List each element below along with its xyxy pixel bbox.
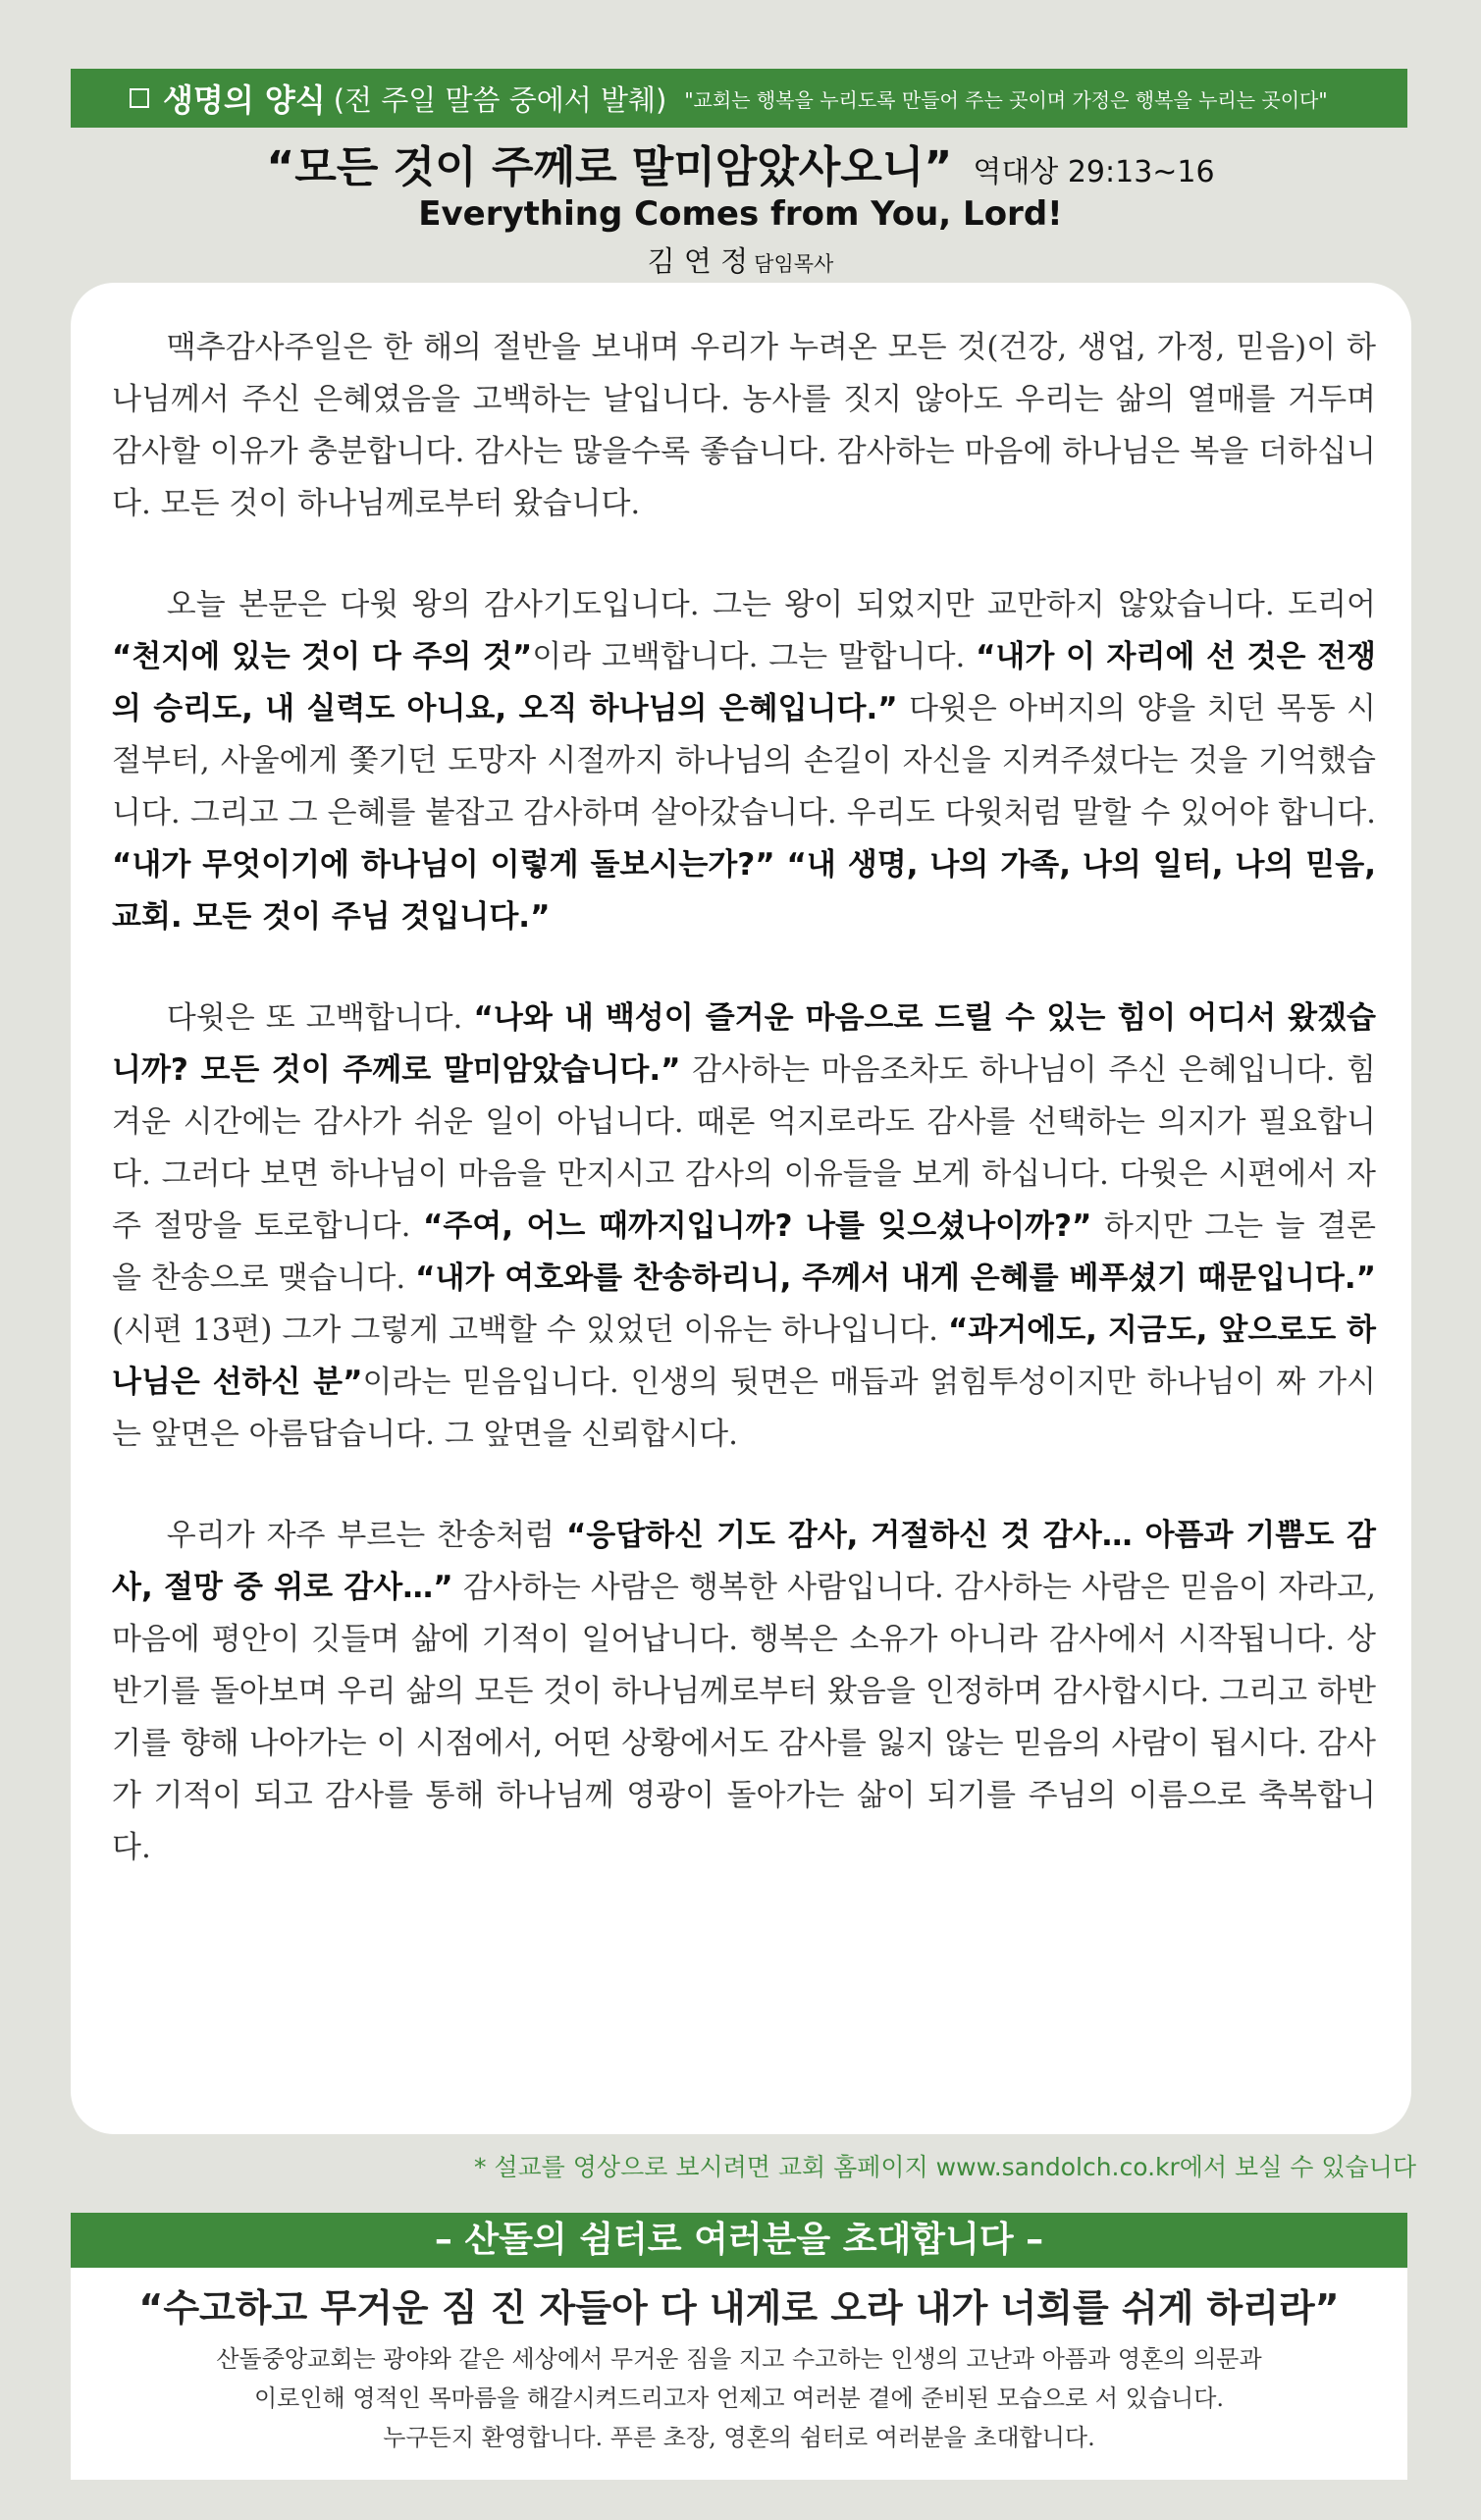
invite-lines [71, 2339, 1407, 2457]
checkbox-square-icon [130, 88, 149, 108]
text-span: 감사하는 마음조차도 하나님이 주신 은혜입니다. 힘겨운 시간에는 감사가 쉬운 일이 아닙니다. 때론 억지로라도 감사를 선택하는 의지가 필요합니다. 그러다 보면 하나님이 마음을 만지시고 감사의 이유들을 보게 하십니다. 다윗은 시편에서 자주 절망을 토로합니다. [112, 1052, 1377, 1244]
text-span: 오늘 본문은 다윗 왕의 감사기도입니다. 그는 왕이 되었지만 교만하지 않았습니다. 도리어 [166, 587, 1376, 622]
paragraph-1 [112, 322, 1376, 530]
quote-emphasis: “나와 내 백성이 즐거운 마음으로 드릴 수 있는 힘이 어디서 왔겠습니까? 모든 것이 주께로 말미암았습니다.” [112, 1000, 1376, 1088]
invite-line-1: 산돌중앙교회는 광야와 같은 세상에서 무거운 짐을 지고 수고하는 인생의 고난과 아픔과 영혼의 의문과 [216, 2345, 1262, 2373]
text-span: 감사하는 사람은 행복한 사람입니다. 감사하는 사람은 믿음이 자라고, 마음에 평안이 깃들며 삶에 기적이 일어납니다. 행복은 소유가 아니라 감사에서 시작됩니다. 상반기를 돌아보며 우리 삶의 모든 것이 하나님께로부터 왔음을 인정하며 감사합시다. 그리고 하반기를 향해 나아가는 이 시점에서, 어떤 상황에서도 감사를 잃지 않는 믿음의 사람이 됩시다. 감사가 기적이 되고 감사를 통해 하나님께 영광이 돌아가는 삶이 되기를 주님의 이름으로 축복합니다. [112, 1570, 1377, 1865]
sermon-title-row [0, 132, 1481, 196]
invite-verse: “수고하고 무거운 짐 진 자들아 다 내게로 오라 내가 너희를 쉬게 하리라” [138, 2286, 1340, 2330]
quote-emphasis: “내가 여호와를 찬송하리니, 주께서 내게 은혜를 베푸셨기 때문입니다.” [415, 1260, 1376, 1296]
pastor-line [0, 240, 1481, 280]
scripture-reference: 역대상 29:13~16 [973, 155, 1215, 189]
sermon-title: “모든 것이 주께로 말미암았사오니” [266, 142, 953, 192]
invite-banner: – 산돌의 쉼터로 여러분을 초대합니다 – [71, 2213, 1407, 2268]
text-span: 하지만 그는 늘 결론을 찬송으로 맺습니다. [112, 1208, 1376, 1296]
text-span: (시편 13편) 그가 그렇게 고백할 수 있었던 이유는 하나입니다. [112, 1313, 948, 1348]
quote-emphasis: “주여, 어느 때까지입니까? 나를 잊으셨나이까?” [422, 1208, 1092, 1244]
text-span: 이라는 믿음입니다. 인생의 뒷면은 매듭과 얽힘투성이지만 하나님이 짜 가시는 앞면은 아름답습니다. 그 앞면을 신뢰합시다. [112, 1365, 1376, 1452]
invite-box [71, 2268, 1407, 2480]
pastor-name: 김 연 정 [647, 244, 749, 278]
english-title: Everything Comes from You, Lord! [418, 194, 1063, 234]
text-span: 이라 고백합니다. 그는 말합니다. [532, 639, 977, 674]
paragraph-3 [112, 992, 1376, 1461]
text-span: 다윗은 아버지의 양을 치던 목동 시절부터, 사울에게 쫓기던 도망자 시절까지 하나님의 손길이 자신을 지켜주셨다는 것을 기억했습니다. 그리고 그 은혜를 붙잡고 감사하며 살아갔습니다. 우리도 다윗처럼 말할 수 있어야 합니다. [112, 691, 1377, 831]
paragraph-4 [112, 1510, 1376, 1874]
pastor-role: 담임목사 [754, 252, 834, 276]
section-subtitle: (전 주일 말씀 중에서 발췌) [333, 82, 667, 117]
section-title: 생명의 양식 [163, 81, 326, 119]
text-span: 우리가 자주 부르는 찬송처럼 [166, 1518, 566, 1553]
quote-emphasis: “응답하신 기도 감사, 거절하신 것 감사… 아픔과 기쁨도 감사, 절망 중 위로 감사…” [112, 1518, 1376, 1605]
quote-emphasis: “내가 이 자리에 선 것은 전쟁의 승리도, 내 실력도 아니요, 오직 하나님의 은혜입니다.” [112, 639, 1376, 726]
video-note: * 설교를 영상으로 보시려면 교회 홈페이지 www.sandolch.co.kr에서 보실 수 있습니다 [473, 2153, 1416, 2181]
quote-emphasis: “내가 무엇이기에 하나님이 이렇게 돌보시는가?” “내 생명, 나의 가족, 나의 일터, 나의 믿음, 교회. 모든 것이 주님 것입니다.” [112, 847, 1376, 935]
text-span: 맥추감사주일은 한 해의 절반을 보내며 우리가 누려온 모든 것(건강, 생업, 가정, 믿음)이 하나님께서 주신 은혜였음을 고백하는 날입니다. 농사를 짓지 않아도 우리는 삶의 열매를 거두며 감사할 이유가 충분합니다. 감사는 많을수록 좋습니다. 감사하는 마음에 하나님은 복을 더하십니다. 모든 것이 하나님께로부터 왔습니다. [112, 330, 1376, 521]
invite-line-3: 누구든지 환영합니다. 푸른 초장, 영혼의 쉼터로 여러분을 초대합니다. [383, 2424, 1095, 2451]
section-header [71, 69, 1407, 128]
quote-emphasis: “천지에 있는 것이 다 주의 것” [112, 639, 533, 674]
sermon-body [71, 283, 1411, 2134]
quote-emphasis: “과거에도, 지금도, 앞으로도 하나님은 선하신 분” [112, 1313, 1377, 1400]
text-span: 다윗은 또 고백합니다. [166, 1000, 474, 1036]
invite-line-2: 이로인해 영적인 목마름을 해갈시켜드리고자 언제고 여러분 곁에 준비된 모습으로 서 있습니다. [253, 2385, 1225, 2412]
church-motto: "교회는 행복을 누리도록 만들어 주는 곳이며 가정은 행복을 누리는 곳이다" [684, 87, 1328, 112]
paragraph-2 [112, 579, 1376, 943]
